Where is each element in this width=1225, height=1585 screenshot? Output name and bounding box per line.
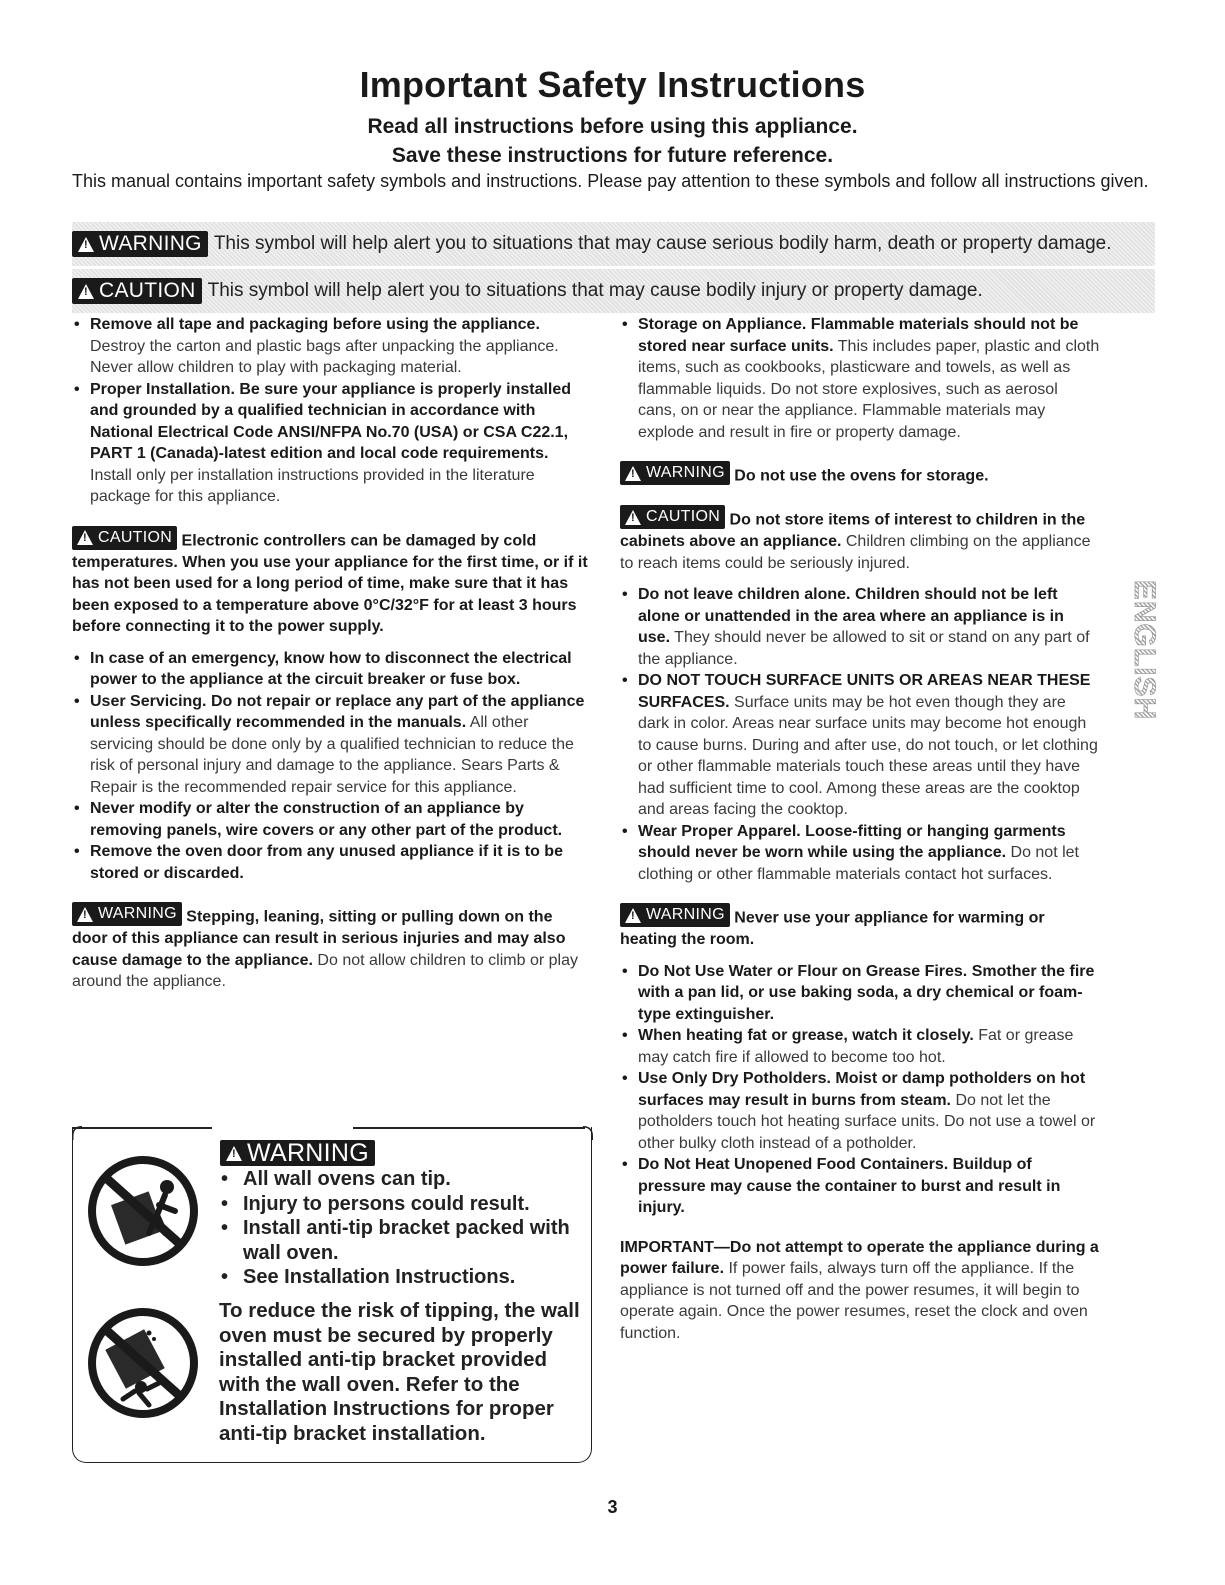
- list-item: • Remove the oven door from any unused appliance if it is to be stored or discarded.: [72, 841, 592, 884]
- list-item: • Never modify or alter the construction of an appliance by removing panels, wire covers or any other part of the product.: [72, 798, 592, 841]
- caution-badge: ! CAUTION: [72, 278, 202, 304]
- page-number: 3: [607, 1497, 618, 1517]
- side-tab-label: ENGLISH: [1128, 580, 1162, 720]
- box-corner: [72, 1126, 82, 1140]
- list-item: • Proper Installation. Be sure your appliance is properly installed and grounded by a qualified technician in accordance with National Electrical Code ANSI/NFPA No.70 (USA) or CSA C22.1, PART 1 (Canada)-latest edition and local code requirements. Install only per installation instructions provided in the literature package for this appliance.: [72, 379, 592, 508]
- list-item: • Do Not Heat Unopened Food Containers. Buildup of pressure may cause the container to burst and result in injury.: [620, 1154, 1100, 1219]
- list-item: • Do not leave children alone. Children should not be left alone or unattended in the area where an appliance is in use. They should never be allowed to sit or stand on any part of the appliance.: [620, 584, 1100, 670]
- caution-notice: ! CAUTION Electronic controllers can be damaged by cold temperatures. When you use your appliance for the first time, or if it has not been used for a long period of time, make sure that it has been exposed to a temperature above 0°C/32°F for at least 3 hours before connecting it to the power supply.: [72, 526, 592, 638]
- warning-notice: ! WARNING Stepping, leaning, sitting or pulling down on the door of this appliance can result in serious injuries and may also cause damage to the appliance. Do not allow children to climb or play around the appliance.: [72, 902, 592, 993]
- caution-notice: ! CAUTION Do not store items of interest to children in the cabinets above an appliance. Children climbing on the appliance to reach items could be seriously injured.: [620, 505, 1100, 574]
- caution-banner: [72, 269, 1155, 313]
- list-item: • Do Not Use Water or Flour on Grease Fires. Smother the fire with a pan lid, or use baking soda, a dry chemical or foam-type extinguisher.: [620, 961, 1100, 1026]
- important-notice: IMPORTANT—Do not attempt to operate the appliance during a power failure. If power fails, always turn off the appliance. If the appliance is not turned off and the power resumes, it will begin to operate again. Once the power resumes, reset the clock and oven function.: [620, 1238, 1099, 1342]
- subtitle-save: Save these instructions for future reference.: [391, 144, 834, 167]
- subtitle-read-all: Read all instructions before using this appliance.: [367, 115, 858, 138]
- alert-triangle-icon: [77, 907, 93, 922]
- alert-triangle-icon: [625, 908, 641, 923]
- list-item: • Use Only Dry Potholders. Moist or damp potholders on hot surfaces may result in burns from steam. Do not let the potholders touch hot heating surface units. Do not use a towel or other bulky cloth instead of a potholder.: [620, 1068, 1100, 1154]
- warning-badge: ! WARNING: [220, 1140, 375, 1166]
- list-item: • All wall ovens can tip.: [221, 1167, 570, 1192]
- alert-triangle-icon: [78, 284, 94, 299]
- list-item: • Injury to persons could result.: [221, 1192, 570, 1217]
- anti-tip-list: [221, 1167, 570, 1290]
- page-title: Important Safety Instructions: [359, 64, 866, 105]
- caution-banner-text: This symbol will help alert you to situations that may cause bodily injury or property damage.: [207, 280, 983, 301]
- list-item: • Install anti-tip bracket packed with: [221, 1216, 570, 1241]
- warning-badge: ! WARNING: [620, 903, 730, 927]
- list-item: • See Installation Instructions.: [221, 1265, 570, 1290]
- caution-badge: ! CAUTION: [72, 526, 177, 550]
- warning-notice: ! WARNING Never use your appliance for warming or heating the room.: [620, 903, 1100, 951]
- caution-badge: ! CAUTION: [620, 505, 725, 529]
- language-side-tab: [1122, 580, 1164, 720]
- warning-badge: ! WARNING: [72, 231, 208, 257]
- oven-tip-hazard-icon: [87, 1155, 199, 1267]
- warning-banner: [72, 222, 1155, 266]
- list-item: • Wear Proper Apparel. Loose-fitting or hanging garments should never be worn while using the appliance. Do not let clothing or other flammable materials contact hot surfaces.: [620, 821, 1100, 886]
- anti-tip-paragraph: To reduce the risk of tipping, the wall oven must be secured by properly installed anti-tip bracket provided with the wall oven. Refer to the Installation Instructions for proper anti-tip bracket installation.: [219, 1299, 580, 1445]
- intro-paragraph: This manual contains important safety symbols and instructions. Please pay attention to these symbols and follow all instructions given.: [72, 171, 1149, 191]
- alert-triangle-icon: [78, 237, 94, 252]
- warning-banner-text: This symbol will help alert you to situations that may cause serious bodily harm, death or property damage.: [213, 233, 1112, 254]
- right-column: [620, 314, 1100, 1344]
- box-corner: [583, 1126, 593, 1140]
- warning-badge: ! WARNING: [620, 461, 730, 485]
- alert-triangle-icon: [625, 510, 641, 525]
- anti-tip-warning-box: [72, 1127, 592, 1463]
- warning-notice: ! WARNING Do not use the ovens for storage.: [620, 461, 1100, 487]
- list-item: • In case of an emergency, know how to disconnect the electrical power to the appliance at the circuit breaker or fuse box.: [72, 648, 592, 691]
- list-item: • DO NOT TOUCH SURFACE UNITS OR AREAS NEAR THESE SURFACES. Surface units may be hot even though they are dark in color. Areas near surface units may become hot enough to cause burns. During and after use, do not touch, or let clothing or other flammable materials touch these areas until they have had sufficient time to cool. Among these areas are the cooktop and areas facing the cooktop.: [620, 670, 1100, 821]
- warning-badge: ! WARNING: [72, 902, 182, 926]
- list-item-continuation: wall oven.: [243, 1241, 339, 1264]
- child-climbing-hazard-icon: [87, 1307, 199, 1419]
- list-item: • When heating fat or grease, watch it closely. Fat or grease may catch fire if allowed to become too hot.: [620, 1025, 1100, 1068]
- alert-triangle-icon: [625, 466, 641, 481]
- list-item: • Remove all tape and packaging before using the appliance. Destroy the carton and plastic bags after unpacking the appliance. Never allow children to play with packaging material.: [72, 314, 592, 379]
- left-column: [72, 314, 592, 993]
- list-item: • User Servicing. Do not repair or replace any part of the appliance unless specifically recommended in the manuals. All other servicing should be done only by a qualified technician to reduce the risk of personal injury and damage to the appliance. Sears Parts & Repair is the recommended repair service for this appliance.: [72, 691, 592, 799]
- alert-triangle-icon: [226, 1146, 242, 1161]
- list-item: • Storage on Appliance. Flammable materials should not be stored near surface units. This includes paper, plastic and cloth items, such as cookbooks, plasticware and towels, as well as flammable liquids. Do not store explosives, such as aerosol cans, on or near the appliance. Flammable materials may explode and result in fire or property damage.: [620, 314, 1100, 443]
- alert-triangle-icon: [77, 530, 93, 545]
